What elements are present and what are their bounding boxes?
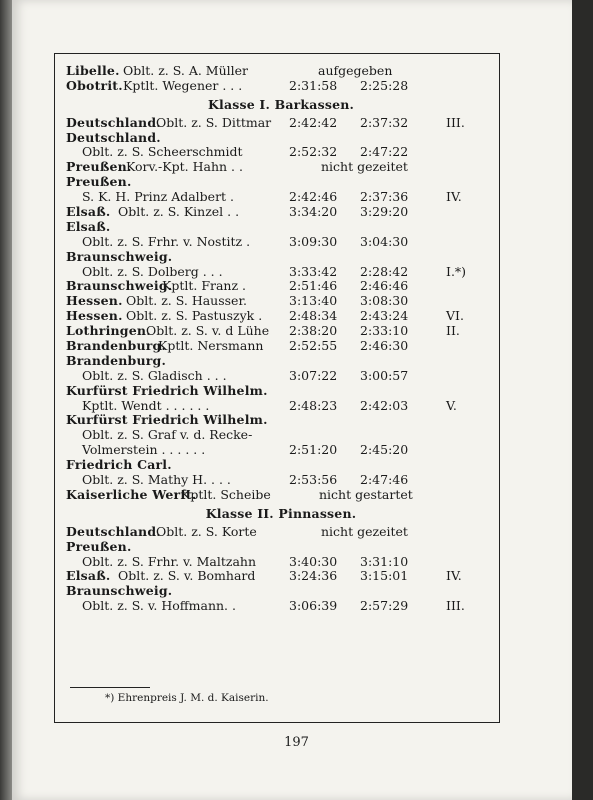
table-row bbox=[66, 384, 496, 399]
ship-name: Deutschland. bbox=[66, 114, 161, 130]
captain-name: Oblt. z. S. Dittmar bbox=[156, 114, 272, 130]
section-title: Klasse II. Pinnassen. bbox=[205, 505, 357, 521]
captain-name: Kptlt. Scheibe bbox=[181, 486, 271, 502]
status-text: nicht gestartet bbox=[319, 486, 413, 502]
page-number: 197 bbox=[284, 735, 309, 750]
corrected-time: 2:47:46 bbox=[360, 472, 409, 488]
table-row bbox=[66, 250, 496, 265]
corrected-time: 3:29:20 bbox=[360, 204, 409, 220]
captain-name: Volmerstein . . . . . . bbox=[82, 442, 206, 458]
captain-name: Oblt. z. S. v. Bomhard bbox=[118, 568, 256, 584]
elapsed-time: 3:13:40 bbox=[289, 293, 338, 309]
table-row bbox=[66, 555, 496, 570]
section-heading bbox=[66, 507, 496, 522]
ship-name: Libelle. bbox=[66, 63, 120, 78]
book-binding-shadow bbox=[0, 0, 12, 800]
table-row bbox=[66, 131, 496, 146]
captain-name: Kptlt. Franz . bbox=[162, 278, 247, 294]
table-row bbox=[66, 265, 496, 280]
table-row bbox=[66, 220, 496, 235]
elapsed-time: 2:48:23 bbox=[289, 397, 338, 413]
ship-name: Braunschweig. bbox=[66, 278, 173, 294]
table-row bbox=[66, 473, 496, 488]
ship-name: Preußen. bbox=[66, 538, 132, 554]
table-row bbox=[66, 294, 496, 309]
table-row bbox=[66, 540, 496, 555]
corrected-time: 2:42:03 bbox=[360, 397, 409, 413]
ship-name: Lothringen. bbox=[66, 323, 151, 339]
table-row bbox=[66, 599, 496, 614]
captain-name: Oblt. z. S. Hausser. bbox=[126, 293, 248, 309]
ship-name: Obotrit. bbox=[66, 77, 123, 93]
ship-name: Hessen. bbox=[66, 308, 123, 324]
elapsed-time: 2:52:32 bbox=[289, 144, 338, 160]
table-row bbox=[66, 309, 496, 324]
corrected-time: 3:04:30 bbox=[360, 233, 409, 249]
placing: III. bbox=[446, 114, 465, 130]
elapsed-time: 2:52:55 bbox=[289, 338, 338, 354]
table-row bbox=[66, 116, 496, 131]
corrected-time: 3:00:57 bbox=[360, 367, 409, 383]
table-row bbox=[66, 64, 496, 79]
ship-name: Preußen. bbox=[66, 174, 132, 190]
captain-name: Oblt. z. S. Kinzel . . bbox=[118, 204, 240, 220]
ship-name: Elsaß. bbox=[66, 204, 111, 220]
ship-name: Kurfürst Friedrich Wilhelm. bbox=[66, 382, 268, 398]
footnote: *) Ehrenpreis J. M. d. Kaiserin. bbox=[105, 692, 269, 704]
ship-name: Hessen. bbox=[66, 293, 123, 309]
ship-name: Braunschweig. bbox=[66, 583, 173, 599]
placing: V. bbox=[446, 397, 457, 413]
status-text: aufgegeben bbox=[318, 63, 393, 78]
elapsed-time: 2:42:46 bbox=[289, 189, 338, 205]
ship-name: Brandenburg. bbox=[66, 352, 167, 368]
captain-name: Oblt. z. S. Graf v. d. Recke- bbox=[82, 427, 253, 443]
captain-name: Oblt. z. S. Pastuszyk . bbox=[126, 308, 263, 324]
ship-name: Deutschland. bbox=[66, 129, 161, 145]
captain-name: Oblt. z. S. Korte bbox=[156, 523, 257, 539]
table-row bbox=[66, 205, 496, 220]
table-row bbox=[66, 145, 496, 160]
section-title: Klasse I. Barkassen. bbox=[207, 96, 355, 112]
corrected-time: 2:43:24 bbox=[360, 308, 409, 324]
status-text: nicht gezeitet bbox=[321, 159, 408, 175]
ship-name: Friedrich Carl. bbox=[66, 457, 172, 473]
elapsed-time: 3:09:30 bbox=[289, 233, 338, 249]
ship-name: Elsaß. bbox=[66, 218, 111, 234]
table-row bbox=[66, 413, 496, 428]
captain-name: Kptlt. Nersmann bbox=[158, 338, 264, 354]
elapsed-time: 3:33:42 bbox=[289, 263, 338, 279]
captain-name: Korv.-Kpt. Hahn . . bbox=[126, 159, 243, 175]
captain-name: Oblt. z. S. Frhr. v. Nostitz . bbox=[82, 233, 251, 249]
results-table bbox=[66, 64, 496, 614]
elapsed-time: 2:31:58 bbox=[289, 77, 338, 93]
captain-name: Oblt. z. S. Gladisch . . . bbox=[82, 367, 227, 383]
elapsed-time: 2:51:20 bbox=[289, 442, 338, 458]
corrected-time: 2:45:20 bbox=[360, 442, 409, 458]
captain-name: Kptlt. Wendt . . . . . . bbox=[82, 397, 210, 413]
table-row bbox=[66, 399, 496, 414]
table-row bbox=[66, 79, 496, 94]
corrected-time: 3:31:10 bbox=[360, 553, 409, 569]
captain-name: Oblt. z. S. v. d Lühe bbox=[146, 323, 270, 339]
corrected-time: 2:47:22 bbox=[360, 144, 409, 160]
placing: IV. bbox=[446, 568, 462, 584]
ship-name: Elsaß. bbox=[66, 568, 111, 584]
elapsed-time: 2:42:42 bbox=[289, 114, 338, 130]
table-row bbox=[66, 339, 496, 354]
corrected-time: 2:25:28 bbox=[360, 77, 409, 93]
elapsed-time: 2:53:56 bbox=[289, 472, 338, 488]
captain-name: Oblt. z. S. A. Müller bbox=[123, 63, 249, 78]
elapsed-time: 3:06:39 bbox=[289, 598, 338, 614]
table-row bbox=[66, 458, 496, 473]
placing: I.*) bbox=[446, 263, 467, 279]
table-row bbox=[66, 175, 496, 190]
elapsed-time: 3:07:22 bbox=[289, 367, 338, 383]
table-row bbox=[66, 584, 496, 599]
table-row bbox=[66, 569, 496, 584]
elapsed-time: 3:34:20 bbox=[289, 204, 338, 220]
placing: VI. bbox=[446, 308, 464, 324]
elapsed-time: 2:38:20 bbox=[289, 323, 338, 339]
captain-name: Oblt. z. S. Scheerschmidt bbox=[82, 144, 243, 160]
placing: III. bbox=[446, 598, 465, 614]
footnote-rule bbox=[70, 687, 150, 688]
ship-name: Braunschweig. bbox=[66, 248, 173, 264]
corrected-time: 3:08:30 bbox=[360, 293, 409, 309]
table-row bbox=[66, 190, 496, 205]
section-heading bbox=[66, 98, 496, 113]
status-text: nicht gezeitet bbox=[321, 523, 408, 539]
elapsed-time: 3:24:36 bbox=[289, 568, 338, 584]
captain-name: Oblt. z. S. Mathy H. . . . bbox=[82, 472, 231, 488]
placing: IV. bbox=[446, 189, 462, 205]
corrected-time: 2:57:29 bbox=[360, 598, 409, 614]
captain-name: S. K. H. Prinz Adalbert . bbox=[82, 189, 235, 205]
table-row bbox=[66, 354, 496, 369]
table-row bbox=[66, 428, 496, 443]
elapsed-time: 3:40:30 bbox=[289, 553, 338, 569]
corrected-time: 2:37:36 bbox=[360, 189, 409, 205]
corrected-time: 3:15:01 bbox=[360, 568, 409, 584]
table-row bbox=[66, 160, 496, 175]
corrected-time: 2:28:42 bbox=[360, 263, 409, 279]
page-edge bbox=[572, 0, 593, 800]
table-row bbox=[66, 324, 496, 339]
table-row bbox=[66, 279, 496, 294]
table-row bbox=[66, 235, 496, 250]
corrected-time: 2:33:10 bbox=[360, 323, 409, 339]
ship-name: Deutschland. bbox=[66, 523, 161, 539]
corrected-time: 2:46:46 bbox=[360, 278, 409, 294]
captain-name: Kptlt. Wegener . . . bbox=[123, 77, 243, 93]
ship-name: Kurfürst Friedrich Wilhelm. bbox=[66, 412, 268, 428]
ship-name: Kaiserliche Werft. bbox=[66, 486, 197, 502]
table-row bbox=[66, 525, 496, 540]
table-row bbox=[66, 369, 496, 384]
captain-name: Oblt. z. S. Frhr. v. Maltzahn bbox=[82, 553, 256, 569]
elapsed-time: 2:48:34 bbox=[289, 308, 338, 324]
corrected-time: 2:46:30 bbox=[360, 338, 409, 354]
elapsed-time: 2:51:46 bbox=[289, 278, 338, 294]
ship-name: Brandenburg. bbox=[66, 338, 167, 354]
captain-name: Oblt. z. S. Dolberg . . . bbox=[82, 263, 223, 279]
corrected-time: 2:37:32 bbox=[360, 114, 409, 130]
table-row bbox=[66, 443, 496, 458]
table-row bbox=[66, 488, 496, 503]
ship-name: Preußen. bbox=[66, 159, 132, 175]
placing: II. bbox=[446, 323, 460, 339]
captain-name: Oblt. z. S. v. Hoffmann. . bbox=[82, 598, 236, 614]
